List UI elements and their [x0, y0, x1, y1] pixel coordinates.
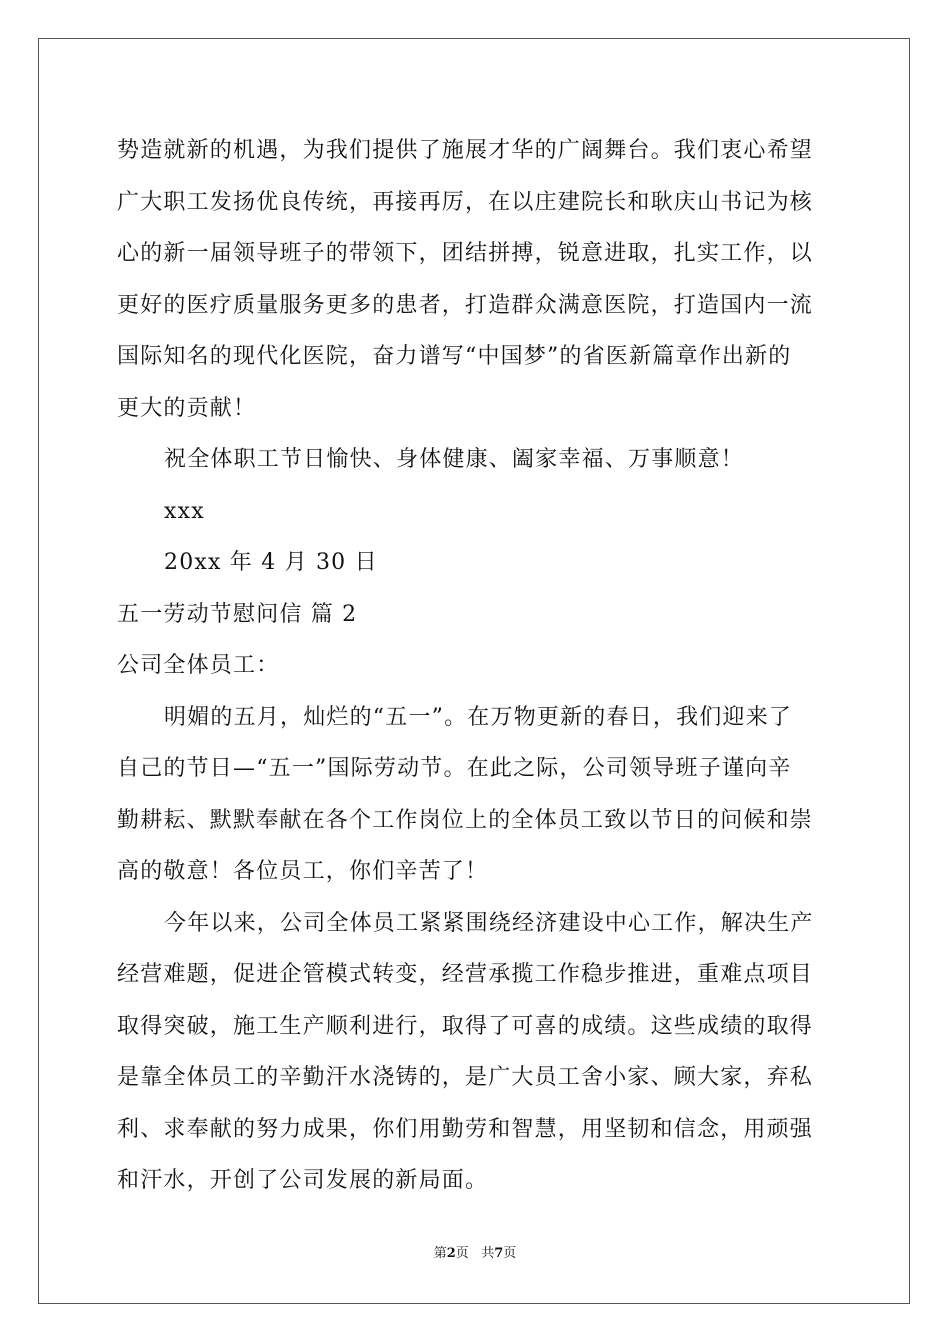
text-line: 广大职工发扬优良传统，再接再厉，在以庄建院长和耿庆山书记为核	[117, 189, 814, 215]
current-page-number: 2	[446, 1246, 456, 1261]
text-line: 更大的贡献！	[117, 395, 257, 421]
footer-prefix: 第	[433, 1246, 447, 1261]
text-line: 是靠全体员工的辛勤汗水浇铸的，是广大员工舍小家、顾大家，弃私	[117, 1065, 814, 1090]
text-line: 心的新一届领导班子的带领下，团结拼搏，锐意进取，扎实工作，以	[117, 241, 814, 266]
document-body	[117, 125, 837, 1207]
text-line: 经营难题，促进企管模式转变，经营承揽工作稳步推进，重难点项目	[117, 962, 814, 987]
text-line: 今年以来，公司全体员工紧紧围绕经济建设中心工作，解决生产	[164, 910, 814, 936]
footer-page-word: 页	[455, 1246, 469, 1261]
footer-total-suffix: 页	[503, 1246, 517, 1261]
text-line: 利、求奉献的努力成果，你们用勤劳和智慧，用坚韧和信念，用顽强	[117, 1116, 814, 1142]
text-line: 取得突破，施工生产顺利进行，取得了可喜的成绩。这些成绩的取得	[117, 1013, 814, 1039]
text-line: 和汗水，开创了公司发展的新局面。	[117, 1168, 489, 1193]
text-line: 自己的节日—“五一”国际劳动节。在此之际，公司领导班子谨向辛	[117, 756, 792, 781]
section-heading: 五一劳动节慰问信 篇 2	[117, 601, 358, 627]
text-line: 更好的医疗质量服务更多的患者，打造群众满意医院，打造国内一流	[117, 292, 814, 318]
text-line: 高的敬意！各位员工，你们辛苦了！	[117, 859, 489, 884]
date-line: 20xx 年 4 月 30 日	[164, 550, 378, 575]
footer-total-prefix: 共	[481, 1246, 495, 1261]
page-footer	[0, 1244, 950, 1264]
text-line: 勤耕耘、默默奉献在各个工作岗位上的全体员工致以节日的问候和崇	[117, 807, 814, 833]
salutation-line: 公司全体员工：	[117, 653, 280, 678]
text-line: 国际知名的现代化医院，奋力谱写“中国梦”的省医新篇章作出新的	[117, 344, 792, 369]
total-pages-number: 7	[494, 1246, 504, 1261]
text-line: 势造就新的机遇，为我们提供了施展才华的广阔舞台。我们衷心希望	[117, 138, 814, 163]
text-line: 明媚的五月，灿烂的“五一”。在万物更新的春日，我们迎来了	[164, 704, 793, 730]
signature-line: xxx	[164, 498, 205, 524]
greeting-line: 祝全体职工节日愉快、身体健康、阖家幸福、万事顺意！	[164, 447, 745, 472]
